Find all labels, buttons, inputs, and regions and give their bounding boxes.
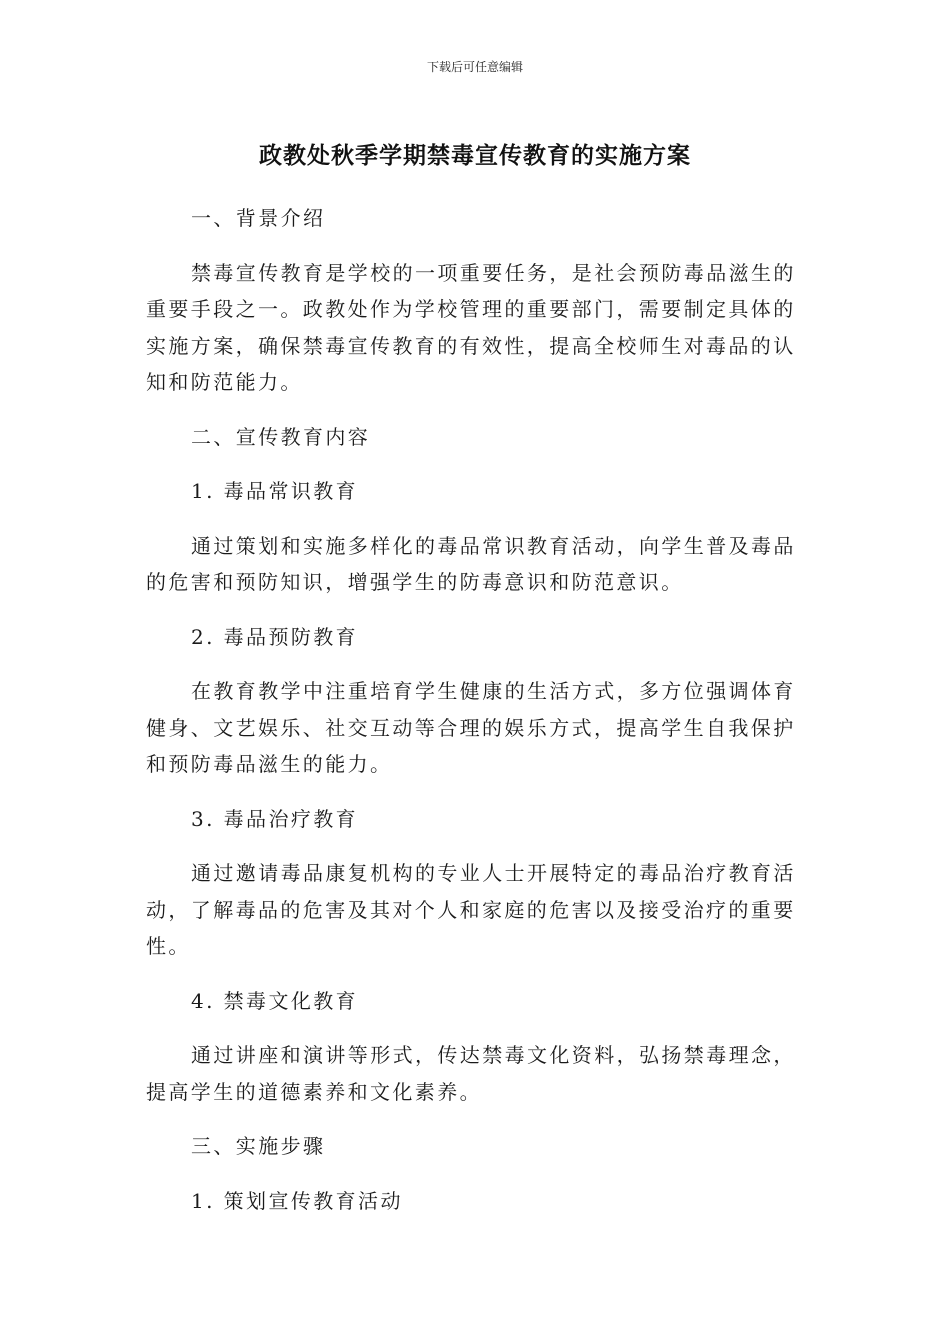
section-heading-content: 二、宣传教育内容 xyxy=(191,424,371,449)
document-body xyxy=(146,200,796,1219)
section-heading-steps: 三、实施步骤 xyxy=(191,1134,326,1158)
subheading-drug-prevention: 2. 毒品预防教育 xyxy=(191,624,359,649)
subheading-drug-knowledge: 1. 毒品常识教育 xyxy=(191,479,359,503)
subheading-plan-activities: 1. 策划宣传教育活动 xyxy=(191,1188,403,1213)
subheading-anti-drug-culture: 4. 禁毒文化教育 xyxy=(191,988,359,1013)
paragraph-drug-knowledge: 通过策划和实施多样化的毒品常识教育活动，向学生普及毒品的危害和预防知识，增强学生的防毒意识和防范意识。 xyxy=(146,533,796,594)
paragraph-drug-treatment: 通过邀请毒品康复机构的专业人士开展特定的毒品治疗教育活动，了解毒品的危害及其对个人和家庭的危害以及接受治疗的重要性。 xyxy=(146,861,796,958)
paragraph-drug-prevention: 在教育教学中注重培育学生健康的生活方式，多方位强调体育健身、文艺娱乐、社交互动等合理的娱乐方式，提高学生自我保护和预防毒品滋生的能力。 xyxy=(146,679,796,776)
header-note: 下载后可任意编辑 xyxy=(426,60,523,74)
paragraph-background: 禁毒宣传教育是学校的一项重要任务，是社会预防毒品滋生的重要手段之一。政教处作为学校管理的重要部门，需要制定具体的实施方案，确保禁毒宣传教育的有效性，提高全校师生对毒品的认知和防范能力。 xyxy=(146,260,796,394)
subheading-drug-treatment: 3. 毒品治疗教育 xyxy=(191,806,359,831)
document-title: 政教处秋季学期禁毒宣传教育的实施方案 xyxy=(259,143,691,169)
section-heading-background: 一、背景介绍 xyxy=(191,206,326,230)
paragraph-anti-drug-culture: 通过讲座和演讲等形式，传达禁毒文化资料，弘扬禁毒理念，提高学生的道德素养和文化素养。 xyxy=(146,1043,796,1104)
